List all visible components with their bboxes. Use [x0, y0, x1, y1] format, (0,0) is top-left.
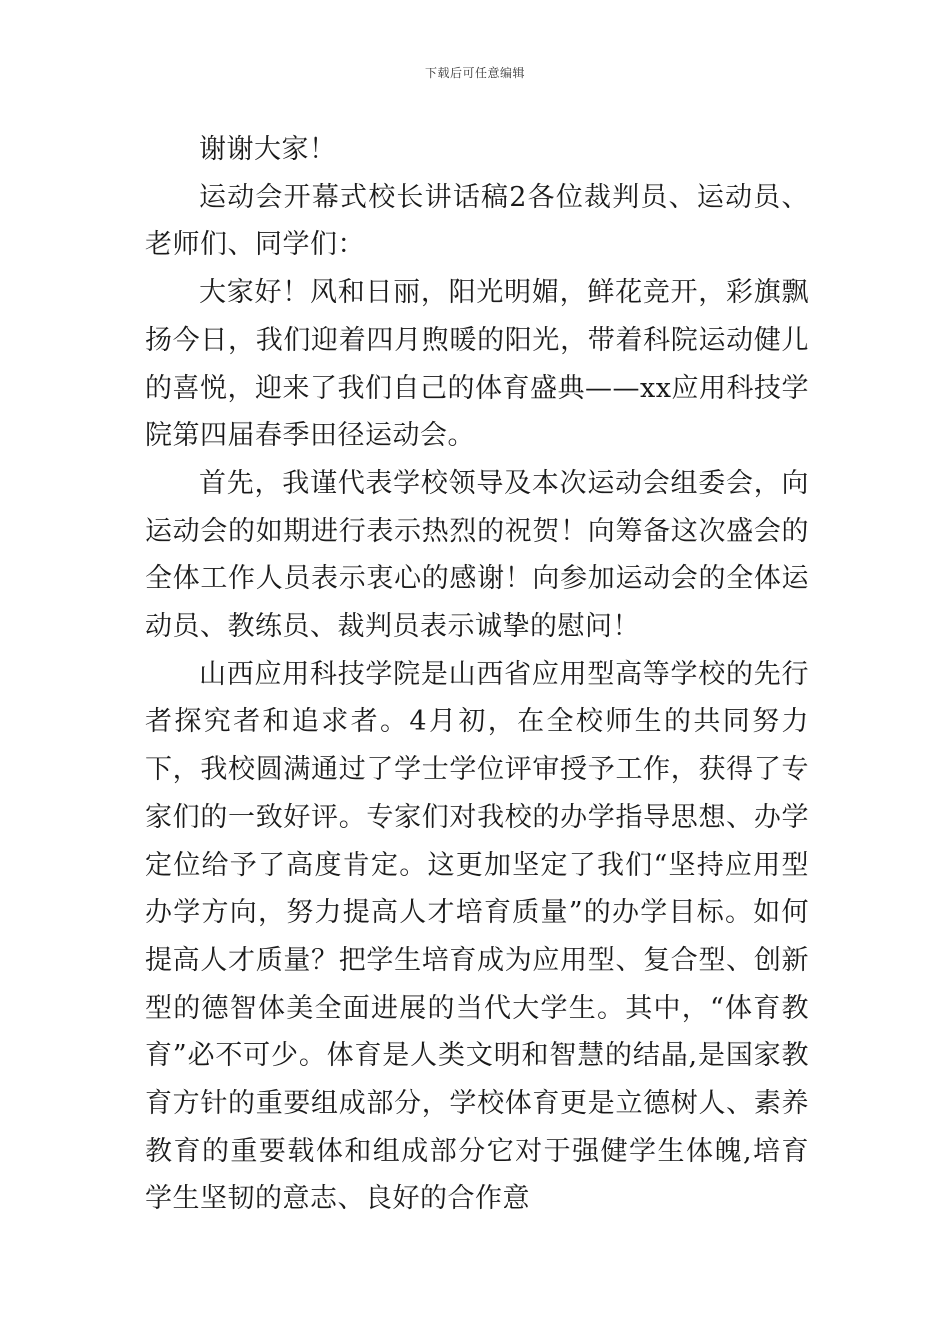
- paragraph-thanks: 谢谢大家！: [199, 134, 337, 165]
- paragraph-greeting: 大家好！风和日丽，阳光明媚，鲜花竞开，彩旗飘扬今日，我们迎着四月煦暖的阳光，带着科院运动健儿的喜悦，迎来了我们自己的体育盛典——xx应用科技学院第四届春季田径运动会。: [145, 277, 809, 452]
- paragraph-speech-title: 运动会开幕式校长讲话稿2各位裁判员、运动员、老师们、同学们：: [145, 181, 809, 261]
- paragraph-school-intro: 山西应用科技学院是山西省应用型高等学校的先行者探究者和追求者。4月初，在全校师生的共同努力下，我校圆满通过了学士学位评审授予工作，获得了专家们的一致好评。专家们对我校的办学指导思想、办学定位给予了高度肯定。这更加坚定了我们“坚持应用型办学方向，努力提高人才培育质量”的办学目标。如何提高人才质量？把学生培育成为应用型、复合型、创新型的德智体美全面进展的当代大学生。其中，“体育教育”必不可少。体育是人类文明和智慧的结晶,是国家教育方针的重要组成部分，学校体育更是立德树人、素养教育的重要载体和组成部分它对于强健学生体魄,培育学生坚韧的意志、良好的合作意: [145, 658, 809, 1215]
- paragraph-congratulations: 首先，我谨代表学校领导及本次运动会组委会，向运动会的如期进行表示热烈的祝贺！向筹备这次盛会的全体工作人员表示衷心的感谢！向参加运动会的全体运动员、教练员、裁判员表示诚挚的慰问！: [145, 467, 809, 643]
- page-header-note: 下载后可任意编辑: [424, 66, 525, 80]
- document-body: [145, 126, 809, 1223]
